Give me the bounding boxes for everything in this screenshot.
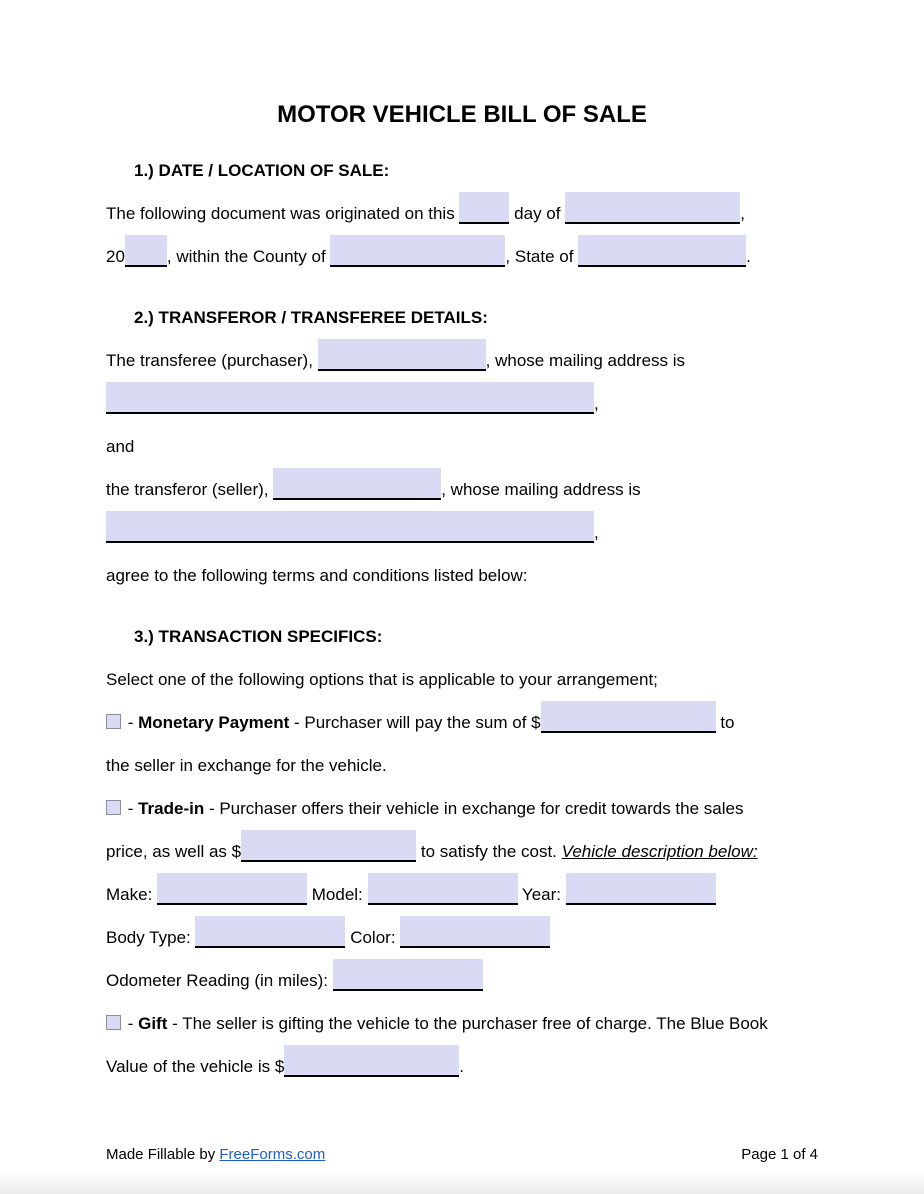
make-field[interactable]: [157, 873, 307, 905]
monetary-amount-field[interactable]: [541, 701, 716, 733]
text-segment: Odometer Reading (in miles):: [106, 971, 333, 990]
text-segment: Color:: [345, 928, 401, 947]
body-type-field[interactable]: [195, 916, 345, 948]
text-segment: .: [459, 1057, 465, 1076]
text-segment: , whose mailing address is: [441, 480, 641, 499]
text-segment: , within the County of: [166, 247, 331, 266]
section-1-heading: 1.) DATE / LOCATION OF SALE:: [134, 161, 390, 180]
conjunction-line: [106, 425, 818, 468]
gift-checkbox[interactable]: [106, 1015, 121, 1030]
text-segment: - Purchaser will pay the sum of $: [289, 713, 541, 732]
text-segment: Body Type:: [106, 928, 196, 947]
make-model-year-line: [106, 873, 818, 916]
freeforms-link[interactable]: FreeForms.com: [219, 1146, 326, 1163]
sale-month-field[interactable]: [565, 192, 740, 224]
monetary-payment-label: Monetary Payment: [138, 713, 290, 732]
purchaser-name-field[interactable]: [318, 339, 486, 371]
text-segment: 20: [106, 247, 125, 266]
text-segment: Make:: [106, 885, 158, 904]
text-segment: The following document was originated on this: [106, 204, 460, 223]
odometer-field[interactable]: [333, 959, 483, 991]
section-3-heading: 3.) TRANSACTION SPECIFICS:: [134, 627, 383, 646]
made-fillable-text: Made Fillable by: [106, 1146, 220, 1163]
county-field[interactable]: [330, 235, 505, 267]
text-segment: -: [123, 713, 139, 732]
text-segment: Select one of the following options that is applicable to your arrangement;: [106, 670, 658, 689]
purchaser-address-field[interactable]: [106, 382, 594, 414]
text-segment: agree to the following terms and conditions listed below:: [106, 566, 528, 585]
sale-year-field[interactable]: [125, 235, 167, 267]
purchaser-line: [106, 339, 818, 382]
monetary-payment-line: [106, 701, 818, 744]
year-field[interactable]: [566, 873, 716, 905]
gift-line-1: [106, 1002, 818, 1045]
seller-address-line: [106, 511, 818, 554]
tradein-amount-field[interactable]: [241, 830, 416, 862]
text-segment: ,: [740, 204, 745, 223]
body-color-line: [106, 916, 818, 959]
date-location-line-1: [106, 192, 818, 235]
text-segment: .: [746, 247, 751, 266]
text-segment: - Purchaser offers their vehicle in exchange for credit towards the sales: [204, 799, 744, 818]
seller-line: [106, 468, 818, 511]
gift-value-field[interactable]: [284, 1045, 459, 1077]
agree-line: [106, 554, 818, 597]
date-location-line-2: [106, 235, 818, 278]
tradein-checkbox[interactable]: [106, 800, 121, 815]
color-field[interactable]: [400, 916, 550, 948]
text-segment: the transferor (seller),: [106, 480, 274, 499]
text-segment: , whose mailing address is: [485, 351, 686, 370]
text-segment: price, as well as $: [106, 842, 242, 861]
text-segment: The transferee (purchaser),: [106, 351, 318, 370]
vehicle-description-note: Vehicle description below:: [561, 842, 758, 861]
sale-day-field[interactable]: [459, 192, 509, 224]
document-title: MOTOR VEHICLE BILL OF SALE: [277, 101, 647, 128]
odometer-line: [106, 959, 818, 1002]
purchaser-address-line: [106, 382, 818, 425]
section-2-heading: 2.) TRANSFEROR / TRANSFEREE DETAILS:: [134, 308, 488, 327]
text-segment: the seller in exchange for the vehicle.: [106, 756, 387, 775]
intro-line: [106, 658, 818, 701]
seller-name-field[interactable]: [273, 468, 441, 500]
text-segment: to satisfy the cost.: [416, 842, 562, 861]
text-segment: ,: [594, 394, 599, 413]
text-segment: Model:: [307, 885, 368, 904]
monetary-payment-checkbox[interactable]: [106, 714, 121, 729]
text-segment: - The seller is gifting the vehicle to the purchaser free of charge. The Blue Book: [167, 1014, 768, 1033]
page-footer: [106, 1146, 818, 1164]
text-segment: ,: [594, 523, 599, 542]
gift-label: Gift: [138, 1014, 168, 1033]
text-segment: and: [106, 437, 135, 456]
footer-left: [106, 1146, 325, 1164]
text-segment: Value of the vehicle is $: [106, 1057, 285, 1076]
page-bottom-shadow: [0, 1170, 924, 1194]
text-segment: , State of: [505, 247, 579, 266]
gift-line-2: [106, 1045, 818, 1088]
seller-address-field[interactable]: [106, 511, 594, 543]
text-segment: to: [715, 713, 735, 732]
text-segment: -: [123, 799, 139, 818]
tradein-line-1: [106, 787, 818, 830]
page-number: Page 1 of 4: [741, 1146, 818, 1163]
text-segment: day of: [509, 204, 566, 223]
model-field[interactable]: [368, 873, 518, 905]
tradein-label: Trade-in: [138, 799, 205, 818]
text-segment: Year:: [517, 885, 566, 904]
state-field[interactable]: [578, 235, 746, 267]
tradein-line-2: [106, 830, 818, 873]
monetary-payment-line-2: [106, 744, 818, 787]
text-segment: -: [123, 1014, 139, 1033]
